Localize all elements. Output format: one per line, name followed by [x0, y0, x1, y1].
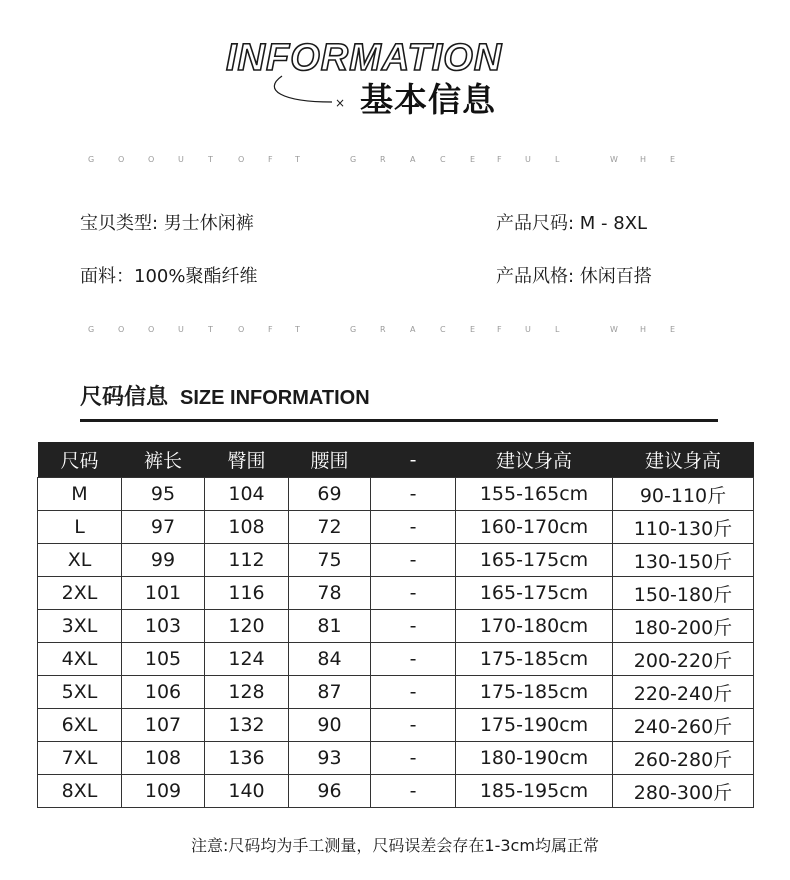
spec-size: 产品尺码: M - 8XL: [496, 213, 648, 234]
table-cell: 101: [122, 577, 205, 610]
table-header-cell: 腰围: [289, 442, 371, 478]
table-cell: -: [371, 478, 456, 511]
table-cell: 240-260斤: [613, 709, 754, 742]
table-cell: 96: [289, 775, 371, 808]
table-header-cell: 裤长: [122, 442, 205, 478]
tagline-letter: A: [410, 325, 416, 334]
table-cell: 150-180斤: [613, 577, 754, 610]
tagline-letter: O: [118, 325, 125, 334]
table-cell: 7XL: [38, 742, 122, 775]
table-cell: XL: [38, 544, 122, 577]
tagline-row: [0, 155, 790, 169]
table-cell: -: [371, 544, 456, 577]
table-row: [38, 610, 754, 643]
table-cell: 180-190cm: [456, 742, 613, 775]
tagline-letter: H: [640, 325, 647, 334]
table-cell: 110-130斤: [613, 511, 754, 544]
tagline-letter: E: [670, 325, 676, 334]
tagline-letter: U: [178, 325, 184, 334]
tagline-letter: G: [350, 155, 357, 164]
table-cell: 108: [122, 742, 205, 775]
tagline-letter: C: [440, 325, 446, 334]
table-cell: -: [371, 676, 456, 709]
table-cell: 160-170cm: [456, 511, 613, 544]
tagline-letter: T: [295, 325, 300, 334]
table-cell: 97: [122, 511, 205, 544]
table-cell: -: [371, 709, 456, 742]
table-row: [38, 676, 754, 709]
table-cell: 175-190cm: [456, 709, 613, 742]
tagline-letter: G: [88, 155, 95, 164]
size-table: [37, 442, 754, 808]
table-cell: 124: [205, 643, 289, 676]
size-title-en: SIZE INFORMATION: [180, 387, 370, 409]
tagline-letter: F: [497, 155, 502, 164]
table-cell: L: [38, 511, 122, 544]
table-cell: -: [371, 610, 456, 643]
tagline-letter: E: [670, 155, 676, 164]
table-cell: 185-195cm: [456, 775, 613, 808]
table-row: [38, 544, 754, 577]
tagline-letter: O: [148, 325, 155, 334]
table-cell: 165-175cm: [456, 577, 613, 610]
table-cell: -: [371, 775, 456, 808]
tagline-letter: U: [525, 155, 531, 164]
table-header-cell: 尺码: [38, 442, 122, 478]
table-cell: -: [371, 742, 456, 775]
table-header-row: [38, 442, 754, 478]
tagline-letter: G: [88, 325, 95, 334]
spec-style: 产品风格: 休闲百搭: [496, 266, 652, 287]
table-cell: 95: [122, 478, 205, 511]
table-header-cell: 建议身高: [613, 442, 754, 478]
svg-text:×: ×: [335, 96, 346, 110]
tagline-letter: W: [610, 325, 618, 334]
tagline-letter: A: [410, 155, 416, 164]
tagline-letter: O: [118, 155, 125, 164]
table-cell: 175-185cm: [456, 676, 613, 709]
table-cell: 280-300斤: [613, 775, 754, 808]
table-row: [38, 709, 754, 742]
table-row: [38, 742, 754, 775]
tagline-letter: T: [208, 325, 213, 334]
table-header-cell: -: [371, 442, 456, 478]
tagline-letter: L: [555, 155, 560, 164]
table-cell: 120: [205, 610, 289, 643]
table-cell: 180-200斤: [613, 610, 754, 643]
table-cell: 90: [289, 709, 371, 742]
table-cell: 109: [122, 775, 205, 808]
tagline-row: [0, 325, 790, 339]
header: [0, 0, 790, 130]
table-cell: 132: [205, 709, 289, 742]
tagline-letter: H: [640, 155, 647, 164]
measurement-note: 注意:尺码均为手工测量，尺码误差会存在1-3cm均属正常: [191, 836, 599, 855]
table-row: [38, 643, 754, 676]
table-cell: 175-185cm: [456, 643, 613, 676]
table-cell: 78: [289, 577, 371, 610]
table-cell: 260-280斤: [613, 742, 754, 775]
tagline-letter: W: [610, 155, 618, 164]
table-cell: 87: [289, 676, 371, 709]
table-cell: 140: [205, 775, 289, 808]
table-cell: 105: [122, 643, 205, 676]
table-row: [38, 478, 754, 511]
table-cell: 81: [289, 610, 371, 643]
table-cell: 107: [122, 709, 205, 742]
table-cell: 128: [205, 676, 289, 709]
tagline-letter: C: [440, 155, 446, 164]
table-cell: 155-165cm: [456, 478, 613, 511]
table-cell: 4XL: [38, 643, 122, 676]
table-cell: -: [371, 643, 456, 676]
table-cell: 200-220斤: [613, 643, 754, 676]
table-cell: 75: [289, 544, 371, 577]
tagline-letter: U: [525, 325, 531, 334]
table-cell: 116: [205, 577, 289, 610]
table-row: [38, 577, 754, 610]
table-cell: 165-175cm: [456, 544, 613, 577]
table-cell: 72: [289, 511, 371, 544]
table-header-cell: 臀围: [205, 442, 289, 478]
logo-text: INFORMATION: [226, 37, 503, 79]
table-cell: 3XL: [38, 610, 122, 643]
table-row: [38, 775, 754, 808]
size-section-title: [80, 380, 370, 411]
table-cell: 104: [205, 478, 289, 511]
table-header-cell: 建议身高: [456, 442, 613, 478]
table-row: [38, 511, 754, 544]
tagline-letter: O: [238, 155, 245, 164]
table-cell: 103: [122, 610, 205, 643]
table-cell: -: [371, 577, 456, 610]
table-cell: 2XL: [38, 577, 122, 610]
table-cell: 112: [205, 544, 289, 577]
tagline-letter: G: [350, 325, 357, 334]
tagline-letter: F: [268, 155, 273, 164]
table-cell: 69: [289, 478, 371, 511]
table-cell: 106: [122, 676, 205, 709]
table-cell: 6XL: [38, 709, 122, 742]
tagline-letter: R: [380, 325, 386, 334]
table-cell: 8XL: [38, 775, 122, 808]
tagline-letter: R: [380, 155, 386, 164]
table-cell: -: [371, 511, 456, 544]
title-divider: [80, 419, 718, 422]
tagline-letter: O: [238, 325, 245, 334]
tagline-letter: E: [470, 325, 476, 334]
size-title-zh: 尺码信息: [80, 385, 169, 410]
table-cell: 99: [122, 544, 205, 577]
tagline-letter: O: [148, 155, 155, 164]
tagline-letter: T: [208, 155, 213, 164]
spec-fabric: 面料：100%聚酯纤维: [80, 266, 258, 287]
tagline-letter: L: [555, 325, 560, 334]
table-cell: 108: [205, 511, 289, 544]
table-cell: 84: [289, 643, 371, 676]
section-title-basic-info: 基本信息: [360, 80, 496, 119]
table-cell: 136: [205, 742, 289, 775]
tagline-letter: U: [178, 155, 184, 164]
table-cell: 93: [289, 742, 371, 775]
tagline-letter: F: [497, 325, 502, 334]
tagline-letter: E: [470, 155, 476, 164]
table-cell: 130-150斤: [613, 544, 754, 577]
tagline-letter: F: [268, 325, 273, 334]
table-cell: 170-180cm: [456, 610, 613, 643]
tagline-letter: T: [295, 155, 300, 164]
table-cell: 220-240斤: [613, 676, 754, 709]
table-cell: M: [38, 478, 122, 511]
spec-type: 宝贝类型: 男士休闲裤: [80, 213, 254, 234]
table-cell: 90-110斤: [613, 478, 754, 511]
table-cell: 5XL: [38, 676, 122, 709]
